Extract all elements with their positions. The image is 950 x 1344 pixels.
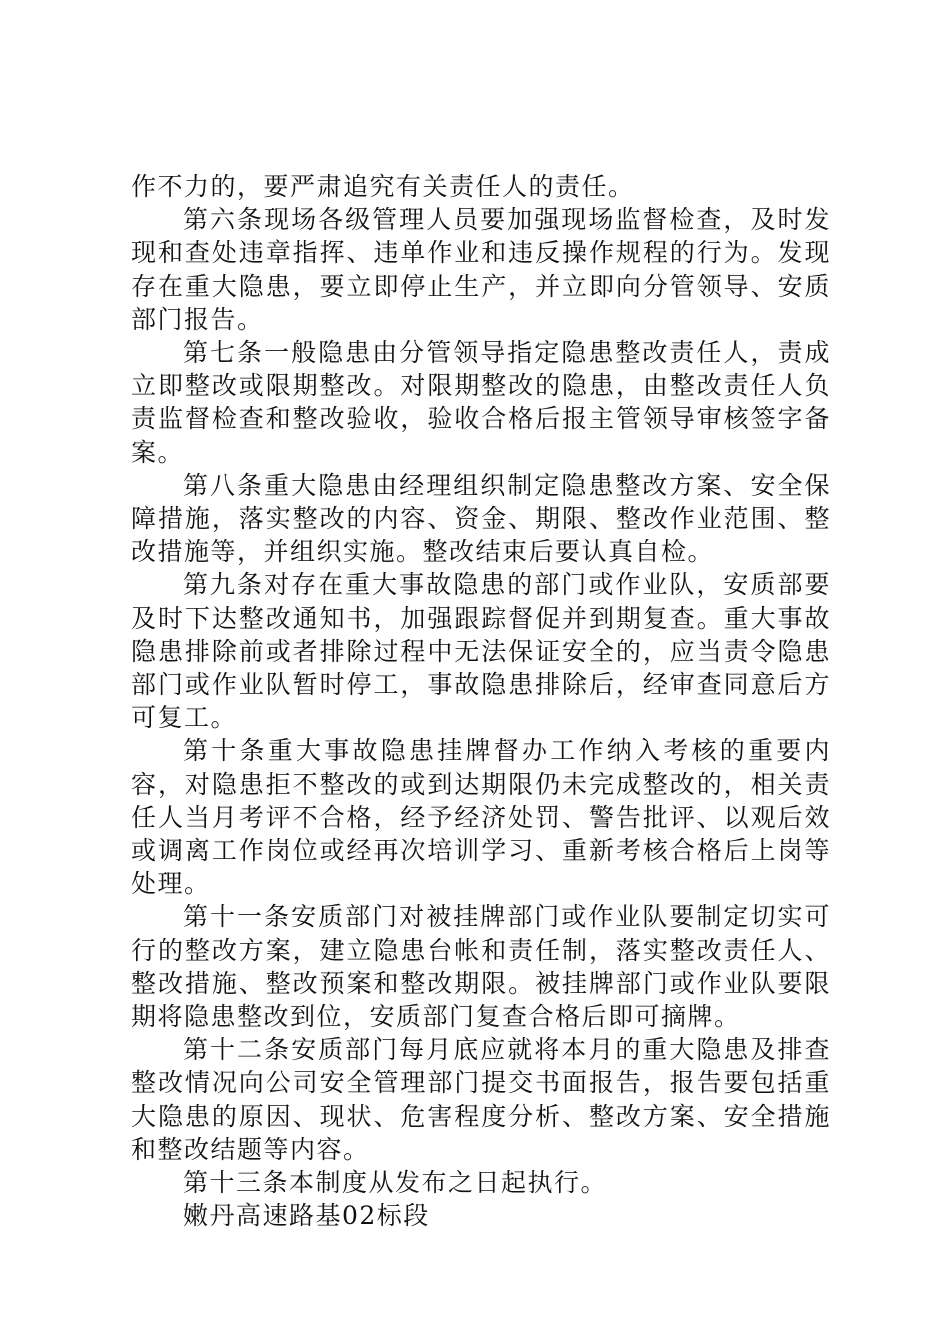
paragraph-continuation: 作不力的，要严肃追究有关责任人的责任。 bbox=[131, 172, 635, 201]
article-7: 第七条一般隐患由分管领导指定隐患整改责任人，责成立即整改或限期整改。对限期整改的隐患，由整改责任人负责监督检查和整改验收，验收合格后报主管领导审核签字备案。 bbox=[131, 338, 831, 467]
article-11: 第十一条安质部门对被挂牌部门或作业队要制定切实可行的整改方案，建立隐患台帐和责任制，落实整改责任人、整改措施、整改预案和整改期限。被挂牌部门或作业队要限期将隐患整改到位，安质部门复查合格后即可摘牌。 bbox=[131, 902, 831, 1032]
article-13: 第十三条本制度从发布之日起执行。 bbox=[183, 1168, 608, 1198]
article-6: 第六条现场各级管理人员要加强现场监督检查，及时发现和查处违章指挥、违单作业和违反操作规程的行为。发现存在重大隐患，要立即停止生产，并立即向分管领导、安质部门报告。 bbox=[131, 205, 831, 334]
article-8: 第八条重大隐患由经理组织制定隐患整改方案、安全保障措施，落实整改的内容、资金、期限、整改作业范围、整改措施等，并组织实施。整改结束后要认真自检。 bbox=[131, 470, 831, 567]
article-12: 第十二条安质部门每月底应就将本月的重大隐患及排查整改情况向公司安全管理部门提交书面报告，报告要包括重大隐患的原因、现状、危害程度分析、整改方案、安全措施和整改结题等内容。 bbox=[131, 1035, 831, 1164]
article-10: 第十条重大事故隐患挂牌督办工作纳入考核的重要内容，对隐患拒不整改的或到达期限仍未完成整改的，相关责任人当月考评不合格，经予经济处罚、警告批评、以观后效或调离工作岗位或经再次培训学习、重新考核合格后上岗等处理。 bbox=[131, 736, 831, 899]
signature-org: 嫩丹高速路基02标段 bbox=[183, 1201, 430, 1231]
article-9: 第九条对存在重大事故隐患的部门或作业队，安质部要及时下达整改通知书，加强跟踪督促并到期复查。重大事故隐患排除前或者排除过程中无法保证安全的，应当责令隐患部门或作业队暂时停工，事故隐患排除后，经审查同意后方可复工。 bbox=[131, 570, 831, 733]
document-body bbox=[131, 170, 831, 1233]
